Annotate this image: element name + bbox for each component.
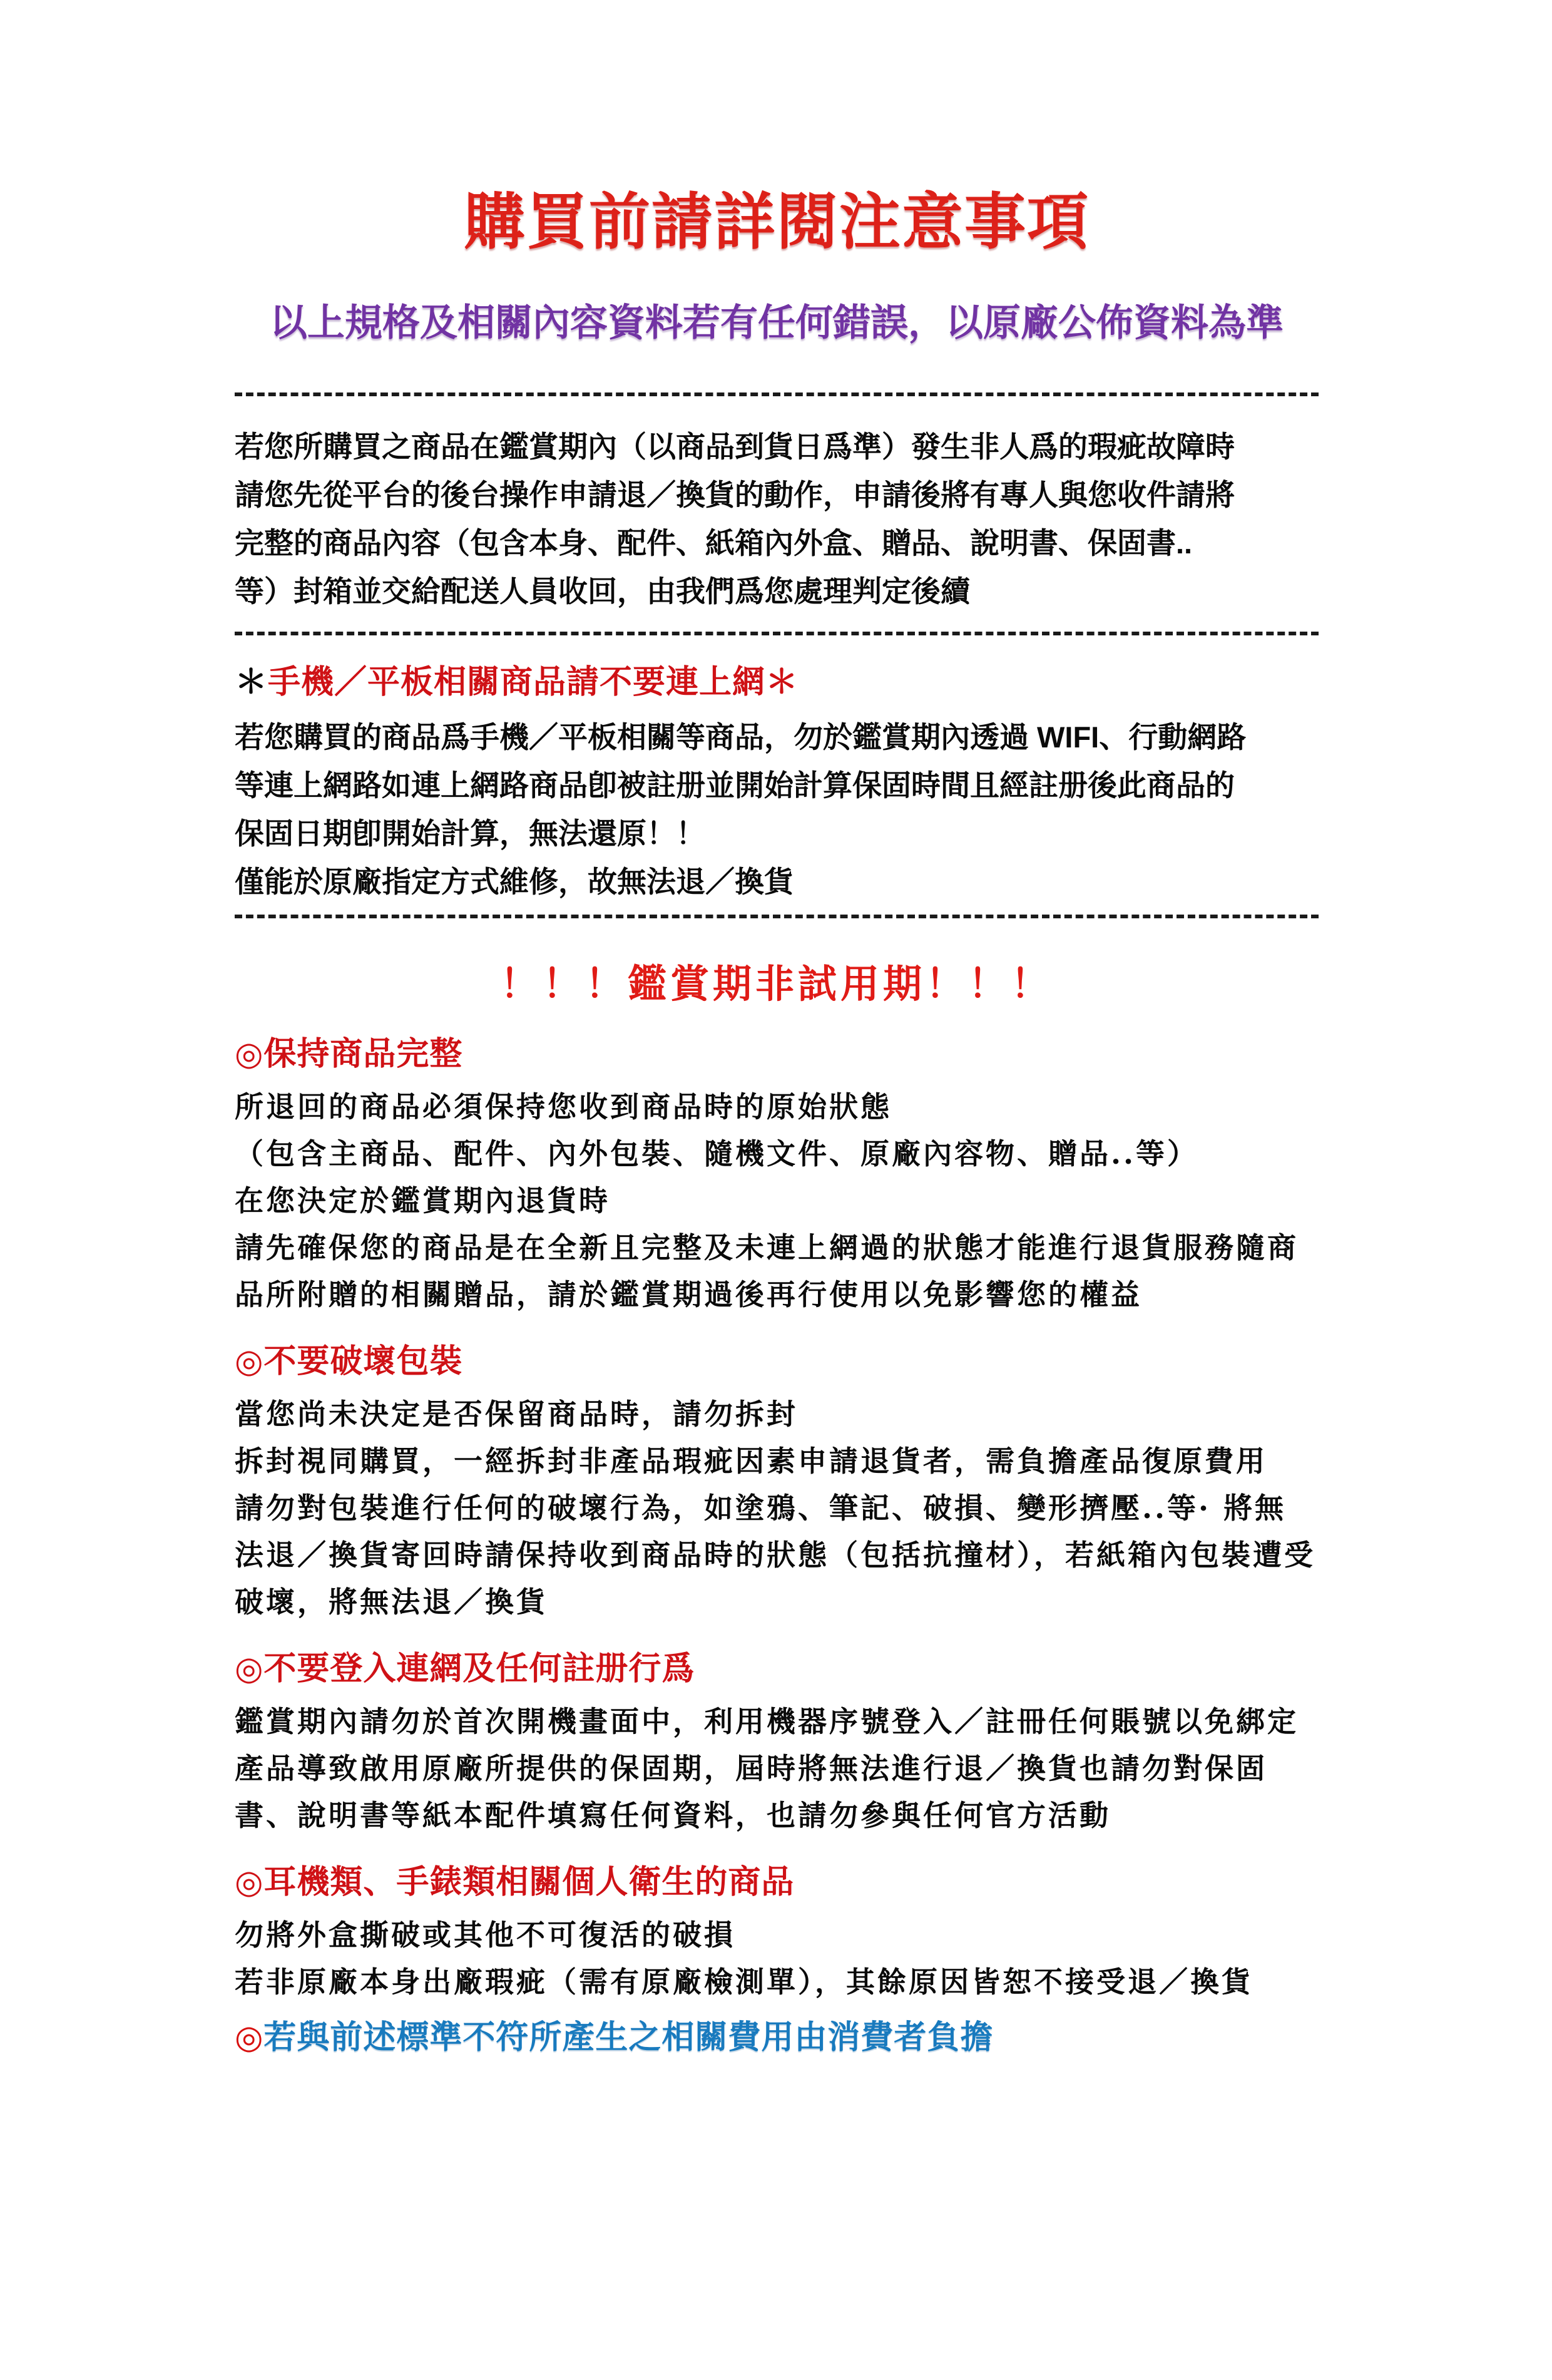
section-heading: ◎耳機類、手錶類相關個人衛生的商品 (235, 1864, 795, 1900)
section-personal-hygiene-products (235, 1862, 1319, 2006)
text-line: 品所附贈的相關贈品，請於鑑賞期過後再行使用以免影響您的權益 (235, 1277, 1142, 1311)
text-line: 請勿對包裝進行任何的破壞行為，如塗鴉、筆記、破損、變形擠壓..等· 將無 (235, 1490, 1287, 1525)
text-line: 僅能於原廠指定方式維修，故無法退／換貨 (235, 864, 794, 898)
text-line: 所退回的商品必須保持您收到商品時的原始狀態 (235, 1089, 892, 1124)
page-subtitle: 以上規格及相關內容資料若有任何錯誤，以原廠公佈資料為準 (270, 301, 1284, 344)
text-line: 當您尚未決定是否保留商品時，請勿拆封 (235, 1397, 798, 1431)
section-no-login-or-registration (235, 1648, 1319, 1839)
footer-text: 若與前述標準不符所產生之相關費用由消費者負擔 (263, 2019, 994, 2056)
section-heading: ◎不要破壞包裝 (235, 1343, 463, 1380)
section-heading: ◎保持商品完整 (235, 1035, 463, 1072)
text-line: 若非原廠本身出廠瑕疵（需有原廠檢測單），其餘原因皆恕不接受退／換貨 (235, 1964, 1253, 1999)
text-line: 法退／換貨寄回時請保持收到商品時的狀態（包括抗撞材），若紙箱內包裝遭受 (235, 1537, 1315, 1572)
section-heading: ◎不要登入連網及任何註册行爲 (235, 1650, 695, 1687)
text-line: 完整的商品內容（包含本身、配件、紙箱內外盒、贈品、說明書、保固書.. (235, 526, 1193, 560)
consumer-cost-note (235, 2016, 1319, 2059)
dashed-divider (235, 632, 1319, 635)
text-line: 勿將外盒撕破或其他不可復活的破損 (235, 1917, 735, 1952)
brush-paragraph (235, 1391, 1319, 1626)
text-line: （包含主商品、配件、內外包裝、隨機文件、原廠內容物、贈品..等） (235, 1136, 1199, 1171)
dashed-divider (235, 392, 1319, 396)
brush-paragraph (235, 1698, 1319, 1839)
text-line: 在您決定於鑑賞期內退貨時 (235, 1183, 610, 1218)
brush-paragraph (235, 1912, 1319, 2006)
text-line: 拆封視同購買，一經拆封非產品瑕疵因素申請退貨者，需負擔產品復原費用 (235, 1444, 1267, 1478)
appreciation-banner: ！！！鑑賞期非試用期！！！ (499, 963, 1053, 1006)
text-line: 若您所購買之商品在鑑賞期內（以商品到貨日爲準）發生非人爲的瑕疵故障時 (235, 429, 1235, 463)
text-line: 若您購買的商品爲手機／平板相關等商品，勿於鑑賞期內透過 WIFI、行動網路 (235, 720, 1247, 754)
text-line: 鑑賞期內請勿於首次開機畫面中，利用機器序號登入／註冊任何賬號以免綁定 (235, 1704, 1299, 1738)
text-line: 保固日期卽開始計算，無法還原！！ (235, 816, 705, 850)
page-title: 購買前請詳閱注意事項 (463, 189, 1090, 257)
phone-warning-paragraph (235, 713, 1319, 906)
text-line: 請您先從平台的後台操作申請退／換貨的動作，申請後將有專人與您收件請將 (235, 478, 1235, 511)
phone-warning-text: 手機／平板相關商品請不要連上網＊ (268, 664, 799, 700)
text-line: 破壞，將無法退／換貨 (235, 1584, 548, 1619)
text-line: 等連上網路如連上網路商品卽被註册並開始計算保固時間且經註册後此商品的 (235, 768, 1235, 802)
text-line: 書、說明書等紙本配件填寫任何資料，也請勿參與任何官方活動 (235, 1798, 1111, 1832)
phone-warning-heading (235, 662, 1319, 703)
text-line: 請先確保您的商品是在全新且完整及未連上網過的狀態才能進行退貨服務隨商 (235, 1230, 1299, 1264)
brush-paragraph (235, 1084, 1319, 1318)
notice-paragraph (235, 423, 1319, 615)
text-line: 等）封箱並交給配送人員收回，由我們爲您處理判定後續 (235, 574, 970, 608)
footer-bullet: ◎ (235, 2019, 264, 2056)
black-asterisk: ＊ (235, 664, 268, 700)
section-keep-product-intact (235, 1034, 1319, 1318)
section-do-not-damage-packaging (235, 1341, 1319, 1626)
text-line: 產品導致啟用原廠所提供的保固期，屆時將無法進行退／換貨也請勿對保固 (235, 1751, 1267, 1785)
dashed-divider (235, 915, 1319, 918)
notice-document (235, 185, 1319, 2059)
